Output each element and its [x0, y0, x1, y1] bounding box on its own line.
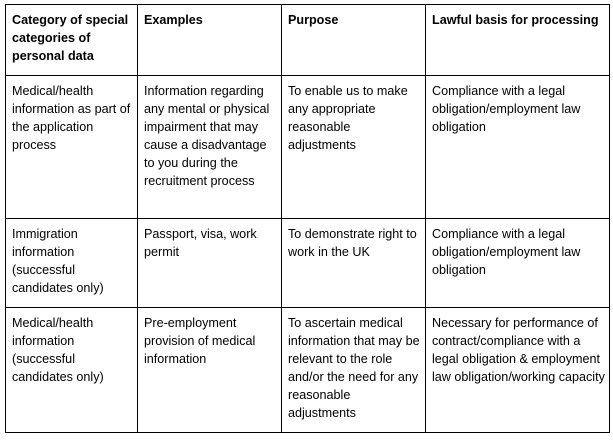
header-examples: Examples: [138, 5, 282, 76]
special-categories-table: [5, 4, 610, 433]
table-header-row: [6, 5, 610, 76]
table-row: [6, 219, 610, 308]
header-category: Category of special categories of personal data: [6, 5, 138, 76]
cell-purpose: To demonstrate right to work in the UK: [282, 219, 426, 308]
cell-examples: Pre-employment provision of medical information: [138, 308, 282, 433]
cell-purpose: To enable us to make any appropriate reasonable adjustments: [282, 76, 426, 219]
header-lawful-basis: Lawful basis for processing: [426, 5, 610, 76]
cell-examples: Passport, visa, work permit: [138, 219, 282, 308]
cell-category: Medical/health information as part of the application process: [6, 76, 138, 219]
cell-lawful-basis: Necessary for performance of contract/compliance with a legal obligation & employment law obligation/working capacity: [426, 308, 610, 433]
cell-examples: Information regarding any mental or physical impairment that may cause a disadvantage to you during the recruitment process: [138, 76, 282, 219]
cell-purpose: To ascertain medical information that may be relevant to the role and/or the need for any reasonable adjustments: [282, 308, 426, 433]
header-purpose: Purpose: [282, 5, 426, 76]
data-table-container: [5, 4, 610, 433]
table-row: [6, 308, 610, 433]
cell-lawful-basis: Compliance with a legal obligation/employment law obligation: [426, 76, 610, 219]
cell-category: Immigration information (successful candidates only): [6, 219, 138, 308]
cell-category: Medical/health information (successful candidates only): [6, 308, 138, 433]
cell-lawful-basis: Compliance with a legal obligation/employment law obligation: [426, 219, 610, 308]
table-row: [6, 76, 610, 219]
